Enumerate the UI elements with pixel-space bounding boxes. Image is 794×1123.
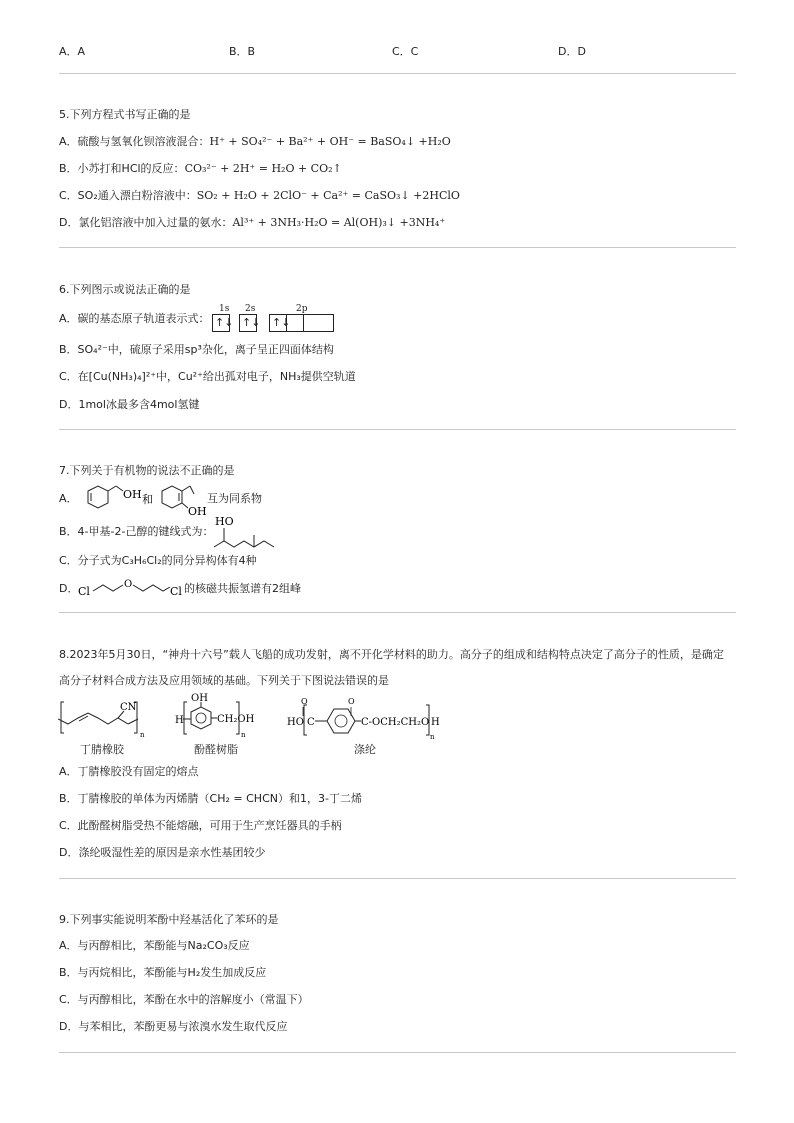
q6-option-a-text: A．碳的基态原子轨道表示式： bbox=[59, 312, 210, 325]
polyester-structure bbox=[287, 695, 447, 743]
q5-option-d bbox=[59, 216, 445, 230]
poly3-o2: O bbox=[348, 697, 355, 706]
nitrile-rubber-structure bbox=[58, 697, 158, 745]
q7-and: 和 bbox=[142, 493, 153, 506]
q8-stem-line-2: 高分子材料合成方法及应用领域的基础。下列关于下图说法错误的是 bbox=[59, 674, 389, 687]
benzene-ring-icon bbox=[191, 707, 211, 729]
poly3-ho: HO bbox=[287, 717, 304, 728]
q7-option-b-text: B．4-甲基-2-己醇的键线式为： bbox=[59, 525, 214, 538]
q7-option-b-skeletal-formula bbox=[210, 513, 282, 553]
q7-oh-2: OH bbox=[188, 505, 207, 518]
q5-option-c bbox=[59, 189, 460, 203]
q5-option-d-text: D．氯化铝溶液中加入过量的氨水： bbox=[59, 216, 233, 229]
poly1-n: n bbox=[140, 731, 145, 739]
q7-oh-1: OH bbox=[123, 488, 142, 501]
q7-o: O bbox=[124, 579, 133, 590]
divider bbox=[59, 878, 736, 879]
q7-option-d-suffix: 的核磁共振氢谱有2组峰 bbox=[184, 582, 301, 595]
poly2-name: 酚醛树脂 bbox=[194, 743, 238, 756]
q9-option-a: A．与丙醇相比，苯酚能与Na₂CO₃反应 bbox=[59, 939, 250, 952]
poly3-c1: C bbox=[307, 717, 315, 728]
poly3-o1: O bbox=[301, 697, 308, 706]
phenolic-resin-structure bbox=[175, 690, 265, 742]
orbital-label-1s: 1s bbox=[219, 304, 230, 314]
orbital-box-2p-2 bbox=[286, 314, 304, 332]
orbital-box-2p-3 bbox=[303, 314, 334, 332]
q7-option-a-suffix: 互为同系物 bbox=[207, 492, 262, 505]
poly2-oh: OH bbox=[191, 693, 208, 704]
poly1-cn: CN bbox=[120, 702, 137, 713]
q7-option-d-structure bbox=[76, 574, 188, 600]
orbital-arrows-1s: ↑↓ bbox=[215, 316, 234, 329]
q6-option-c: C．在[Cu(NH₃)₄]²⁺中，Cu²⁺给出孤对电子，NH₃提供空轨道 bbox=[59, 370, 356, 383]
poly2-n: n bbox=[241, 731, 246, 739]
q7-stem: 7.下列关于有机物的说法不正确的是 bbox=[59, 464, 235, 477]
q5-option-a bbox=[59, 135, 451, 149]
q8-option-c: C．此酚醛树脂受热不能熔融，可用于生产烹饪器具的手柄 bbox=[59, 819, 342, 832]
q4-option-b: B．B bbox=[229, 45, 256, 58]
q9-option-c: C．与丙醇相比，苯酚在水中的溶解度小（常温下） bbox=[59, 993, 309, 1006]
q8-stem-line-1: 8.2023年5月30日，“神舟十六号”载人飞船的成功发射，离不开化学材料的助力。高分子的组成和结构特点决定了高分子的性质，是确定 bbox=[59, 648, 724, 661]
q5-option-c-equation: SO₂ + H₂O + 2ClO⁻ + Ca²⁺ = CaSO₃↓ +2HClO bbox=[196, 189, 460, 202]
poly3-h: H bbox=[431, 717, 440, 728]
q5-option-d-equation: Al³⁺ + 3NH₃·H₂O = Al(OH)₃↓ +3NH₄⁺ bbox=[232, 216, 446, 229]
q9-option-d: D．与苯相比，苯酚更易与浓溴水发生取代反应 bbox=[59, 1020, 288, 1033]
orbital-diagram bbox=[212, 302, 342, 336]
q6-stem: 6.下列图示或说法正确的是 bbox=[59, 283, 191, 296]
q9-option-b: B．与丙烷相比，苯酚能与H₂发生加成反应 bbox=[59, 966, 267, 979]
q7-option-c: C．分子式为C₃H₆Cl₂的同分异构体有4种 bbox=[59, 554, 257, 567]
poly1-name: 丁腈橡胶 bbox=[80, 743, 124, 756]
poly2-h: H bbox=[175, 715, 184, 726]
q9-stem: 9.下列事实能说明苯酚中羟基活化了苯环的是 bbox=[59, 913, 279, 926]
q5-option-a-equation: H⁺ + SO₄²⁻ + Ba²⁺ + OH⁻ = BaSO₄↓ +H₂O bbox=[209, 135, 451, 148]
q7-option-d-label: D． bbox=[59, 582, 79, 595]
orbital-arrows-2s: ↑↓ bbox=[242, 316, 261, 329]
orbital-label-2p: 2p bbox=[296, 304, 308, 314]
q5-option-b-equation: CO₃²⁻ + 2H⁺ = H₂O + CO₂↑ bbox=[184, 162, 342, 175]
orbital-arrows-2p: ↑↓ bbox=[272, 316, 291, 329]
q6-option-d: D．1mol冰最多含4mol氢键 bbox=[59, 398, 200, 411]
divider bbox=[59, 247, 736, 248]
divider bbox=[59, 73, 736, 74]
q7-cl-1: Cl bbox=[78, 585, 90, 598]
orbital-label-2s: 2s bbox=[245, 304, 256, 314]
q5-stem: 5.下列方程式书写正确的是 bbox=[59, 108, 191, 121]
q8-option-a: A．丁腈橡胶没有固定的熔点 bbox=[59, 765, 199, 778]
q5-option-b bbox=[59, 162, 342, 176]
q5-option-c-text: C．SO₂通入漂白粉溶液中： bbox=[59, 189, 197, 202]
q5-option-b-text: B．小苏打和HCl的反应： bbox=[59, 162, 185, 175]
q7-option-a-label: A． bbox=[59, 492, 78, 505]
q7-cl-2: Cl bbox=[170, 585, 182, 598]
divider bbox=[59, 1052, 736, 1053]
q4-option-a: A．A bbox=[59, 45, 86, 58]
divider bbox=[59, 429, 736, 430]
poly3-n: n bbox=[430, 733, 435, 741]
q8-option-d: D．涤纶吸湿性差的原因是亲水性基团较少 bbox=[59, 846, 266, 859]
q7-ho: HO bbox=[215, 515, 234, 528]
q6-option-b: B．SO₄²⁻中，硫原子采用sp³杂化，离子呈正四面体结构 bbox=[59, 343, 334, 356]
poly3-name: 涤纶 bbox=[354, 743, 376, 756]
poly2-ch2oh: CH₂OH bbox=[217, 714, 255, 725]
divider bbox=[59, 612, 736, 613]
q5-option-a-text: A．硫酸与氢氧化钡溶液混合： bbox=[59, 135, 210, 148]
poly3-mid: C-OCH₂CH₂O bbox=[361, 717, 430, 728]
q4-option-c: C．C bbox=[392, 45, 419, 58]
q8-option-b: B．丁腈橡胶的单体为丙烯腈（CH₂ = CHCN）和1，3-丁二烯 bbox=[59, 792, 362, 805]
q4-option-d: D．D bbox=[558, 45, 586, 58]
